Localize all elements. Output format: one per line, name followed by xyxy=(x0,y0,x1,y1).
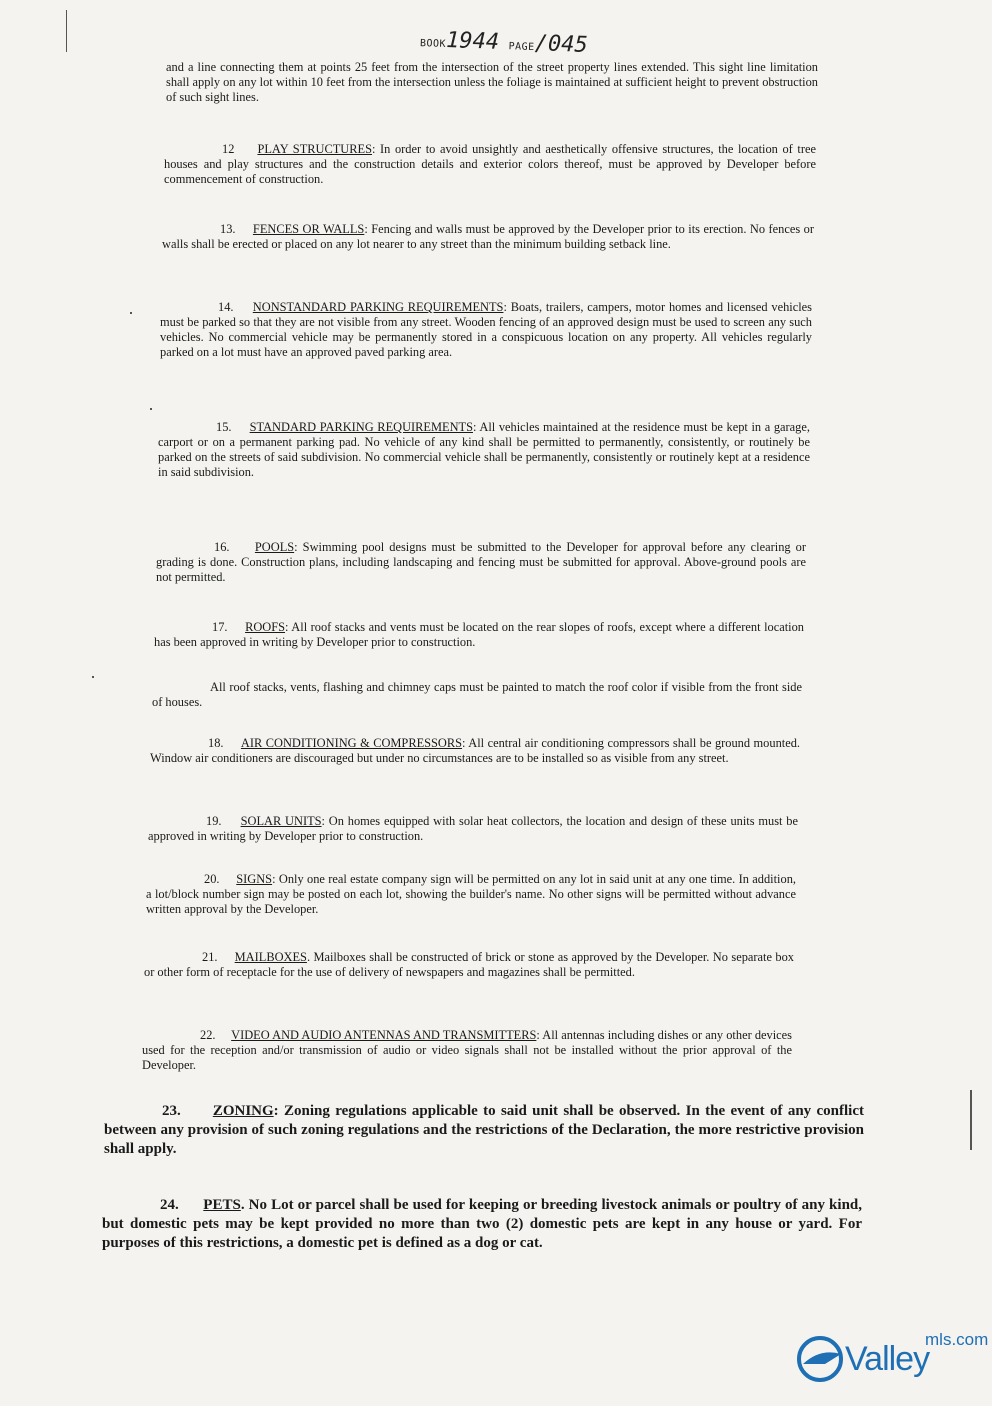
paragraph-18-air-conditioning: 18. AIR CONDITIONING & COMPRESSORS: All central air conditioning compressors shall be ground mounted. Window air conditioners are discouraged but under no circumstances are to be installed so as visible from any street. xyxy=(150,736,800,765)
page-number: /045 xyxy=(534,31,589,58)
paragraph-19-solar-units: 19. SOLAR UNITS: On homes equipped with solar heat collectors, the location and design of these units must be approved in writing by Developer prior to construction. xyxy=(148,814,798,843)
scan-edge-mark xyxy=(970,1090,972,1150)
section-heading: PETS xyxy=(203,1197,241,1213)
section-heading: VIDEO AND AUDIO ANTENNAS AND TRANSMITTERS xyxy=(231,1028,537,1042)
scan-speck xyxy=(130,312,132,314)
paragraph-16-pools: 16. POOLS: Swimming pool designs must be submitted to the Developer for approval before any clearing or grading is done. Construction plans, including landscaping and fencing must be submitted for approval. Above-ground pools are not permitted. xyxy=(156,540,806,584)
paragraph-17-roofs: 17. ROOFS: All roof stacks and vents must be located on the rear slopes of roofs, except where a different location has been approved in writing by Developer prior to construction. xyxy=(154,620,804,649)
section-heading: ROOFS xyxy=(245,620,286,634)
paragraph-23-zoning: 23. ZONING: Zoning regulations applicable to said unit shall be observed. In the event of any conflict between any provision of such zoning regulations and the restrictions of the Declaration, the more restrictive provision shall apply. xyxy=(104,1103,864,1157)
paragraph-21-mailboxes: 21. MAILBOXES. Mailboxes shall be constructed of brick or stone as approved by the Developer. No separate box or other form of receptacle for the use of delivery of newspapers and magazines shall be permitted. xyxy=(144,950,794,979)
paragraph-24-pets: 24. PETS. No Lot or parcel shall be used for keeping or breeding livestock animals or poultry of any kind, but domestic pets may be kept provided no more than two (2) domestic pets are kept in any house or yard. For purposes of this restrictions, a domestic pet is defined as a dog or cat. xyxy=(102,1197,863,1251)
book-label: BOOK xyxy=(419,38,447,50)
paragraph-13-fences: 13. FENCES OR WALLS: Fencing and walls must be approved by the Developer prior to its erection. No fences or walls shall be erected or placed on any lot nearer to any street than the minimum building setback line. xyxy=(162,222,814,251)
logo-word: Valley xyxy=(845,1340,930,1378)
book-number: 1944 xyxy=(445,27,500,55)
paragraph-22-antennas: 22. VIDEO AND AUDIO ANTENNAS AND TRANSMITTERS: All antennas including dishes or any other devices used for the reception and/or transmission of audio or video signals shall not be installed without the prior approval of the Developer. xyxy=(142,1028,792,1072)
section-heading: ZONING xyxy=(212,1103,274,1119)
section-heading: SOLAR UNITS xyxy=(240,814,322,828)
paragraph-20-signs: 20. SIGNS: Only one real estate company sign will be permitted on any lot in said unit at any one time. In addition, a lot/block number sign may be posted on each lot, showing the builder's name. No other signs will be permitted without advance written approval by the Developer. xyxy=(146,872,796,916)
paragraph-14-nonstandard-parking: 14. NONSTANDARD PARKING REQUIREMENTS: Boats, trailers, campers, motor homes and licensed vehicles must be parked so that they are not visible from any street. Wooden fencing of an approved design must be used to screen any such vehicles. No commercial vehicle may be permanently stored in a conspicuous location on any property. All vehicles regularly parked on a lot must have an approved paved parking area. xyxy=(160,300,812,359)
paragraph-continuation: and a line connecting them at points 25 feet from the intersection of the street property lines extended. This sight line limitation shall apply on any lot within 10 feet from the intersection unless the foliage is maintained at sufficient height to prevent obstruction of such sight lines. xyxy=(166,60,818,104)
logo-sub: mls.com xyxy=(925,1330,989,1349)
paragraph-17-roof-colors: All roof stacks, vents, flashing and chimney caps must be painted to match the roof color if visible from the front side of houses. xyxy=(152,680,802,709)
section-heading: POOLS xyxy=(254,540,295,554)
scan-speck xyxy=(150,408,152,410)
page-label: PAGE xyxy=(508,41,535,54)
paragraph-15-standard-parking: 15. STANDARD PARKING REQUIREMENTS: All vehicles maintained at the residence must be kept in a garage, carport or on a permanent parking pad. No vehicle of any kind shall be permitted to permanently, consistently, or routinely be parked on the streets of said subdivision. No commercial vehicle shall be permanently, consistently or routinely kept at a residence in said subdivision. xyxy=(158,420,810,479)
paragraph-12-play-structures: 12 PLAY STRUCTURES: In order to avoid unsightly and aesthetically offensive structures, the location of tree houses and play structures and the construction details and exterior colors thereof, must be approved by Developer before commencement of construction. xyxy=(164,142,816,186)
section-heading: PLAY STRUCTURES xyxy=(257,142,372,156)
section-heading: AIR CONDITIONING & COMPRESSORS xyxy=(240,736,463,750)
valley-logo-icon xyxy=(795,1334,845,1384)
section-heading: FENCES OR WALLS xyxy=(252,222,365,236)
section-heading: SIGNS xyxy=(236,872,273,886)
section-heading: MAILBOXES xyxy=(234,950,307,964)
book-page-stamp xyxy=(420,27,589,58)
scan-edge-mark xyxy=(66,10,67,52)
section-heading: NONSTANDARD PARKING REQUIREMENTS xyxy=(252,300,504,314)
scan-speck xyxy=(92,676,94,678)
section-heading: STANDARD PARKING REQUIREMENTS xyxy=(249,420,473,434)
valley-mls-logo xyxy=(795,1326,989,1386)
